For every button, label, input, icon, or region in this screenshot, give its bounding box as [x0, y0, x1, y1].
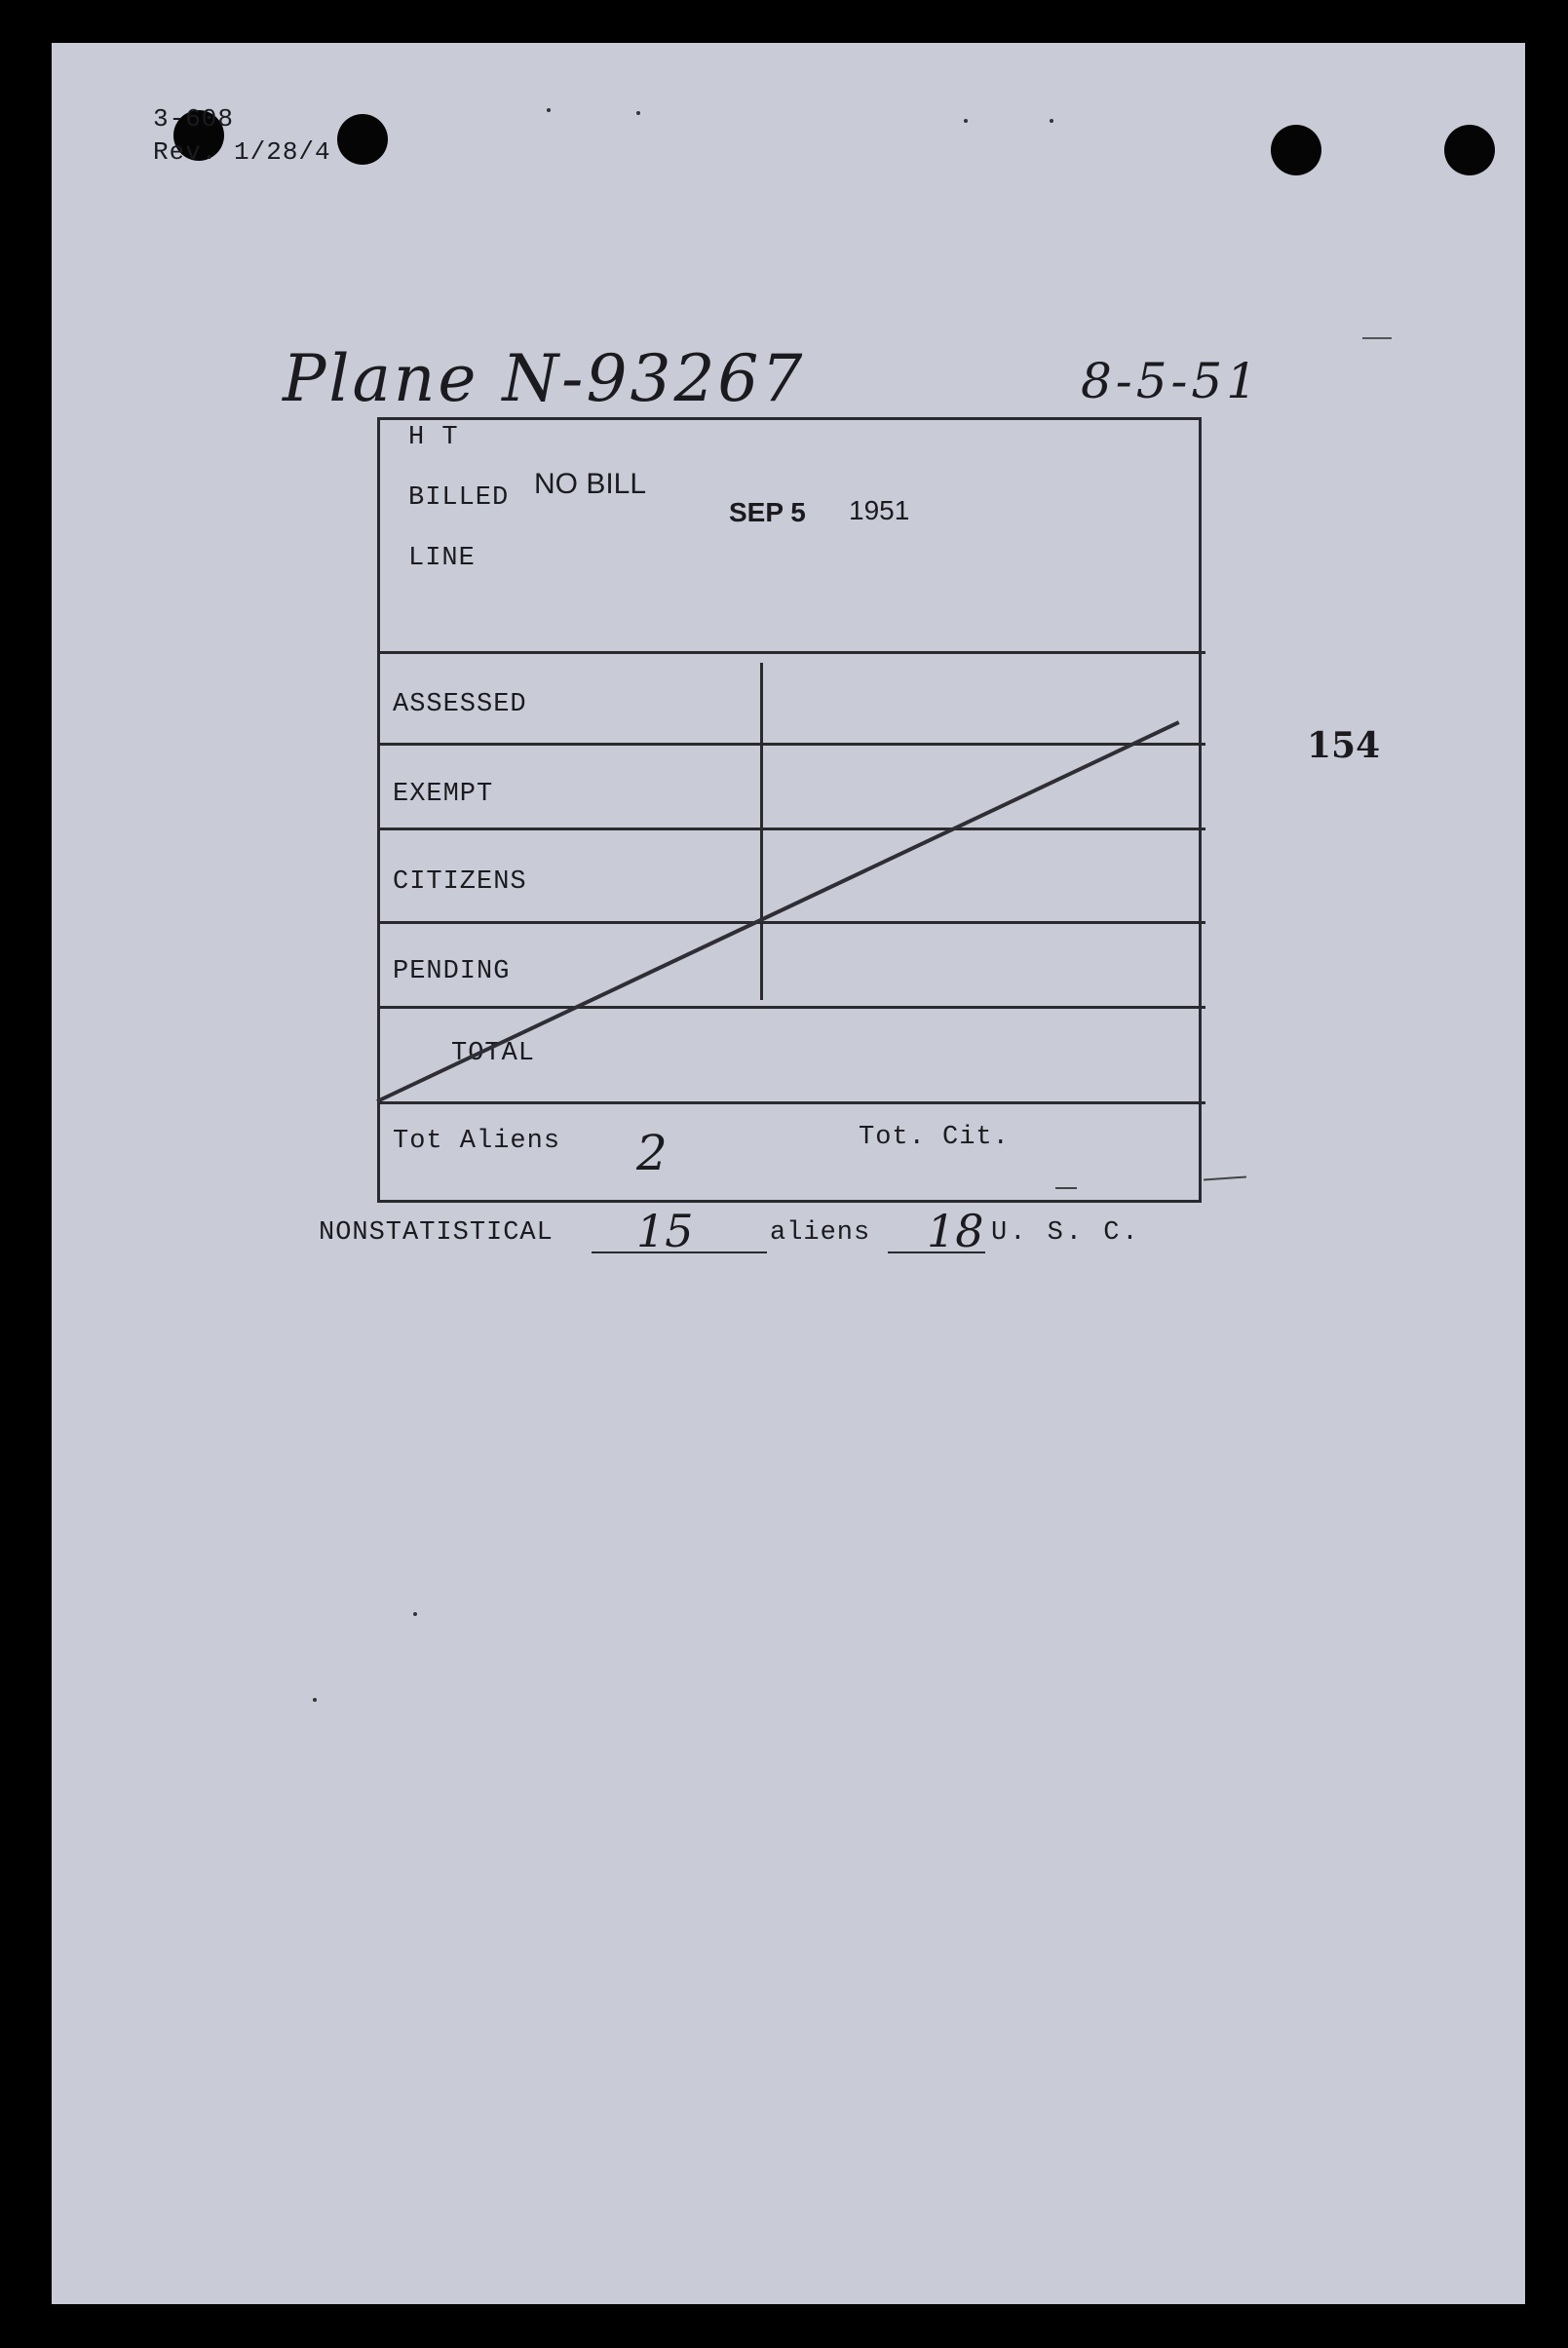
- row-label-total: TOTAL: [451, 1039, 536, 1068]
- speck: [547, 108, 551, 112]
- nonstatistical-label: NONSTATISTICAL: [319, 1218, 554, 1248]
- billed-label: BILLED: [408, 483, 510, 513]
- row-label-assessed: ASSESSED: [393, 690, 527, 719]
- handwritten-date: 8-5-51: [1081, 353, 1262, 409]
- punch-hole: [1444, 125, 1495, 175]
- date-stamp-month-day: SEP 5: [729, 497, 806, 527]
- punch-hole: [337, 114, 388, 165]
- row-label-pending: PENDING: [393, 957, 511, 986]
- aliens-label: aliens: [770, 1218, 871, 1248]
- row-divider: [377, 828, 1205, 830]
- usc-value: 18: [927, 1205, 984, 1257]
- punch-hole: [1271, 125, 1321, 175]
- dash-mark: [1362, 337, 1392, 339]
- speck: [964, 119, 968, 123]
- row-divider: [377, 743, 1205, 746]
- row-divider: [377, 1006, 1205, 1009]
- plane-number: Plane N-93267: [283, 341, 806, 416]
- side-number: 154: [1307, 725, 1381, 766]
- tot-cit-label: Tot. Cit.: [859, 1123, 1010, 1152]
- ht-label: H T: [408, 423, 459, 452]
- usc-label: U. S. C.: [991, 1218, 1141, 1248]
- date-stamp-year: 1951: [849, 495, 910, 525]
- form-revision: Rev. 1/28/4: [153, 137, 331, 167]
- aliens-value: 15: [636, 1205, 694, 1257]
- initials-mark: [1204, 1175, 1246, 1180]
- tot-aliens-label: Tot Aliens: [393, 1127, 561, 1156]
- speck: [413, 1612, 417, 1616]
- row-divider: [377, 1101, 1205, 1104]
- speck: [313, 1698, 317, 1702]
- line-label: LINE: [408, 544, 476, 573]
- column-divider: [760, 663, 763, 1000]
- row-label-exempt: EXEMPT: [393, 780, 494, 809]
- form-number: 3-608: [153, 104, 235, 134]
- document-page: [52, 43, 1525, 2304]
- tot-aliens-value: 2: [636, 1125, 668, 1181]
- manifest-box: [377, 417, 1202, 1203]
- no-bill-stamp: NO BILL: [534, 468, 647, 500]
- row-divider: [377, 651, 1205, 654]
- row-label-citizens: CITIZENS: [393, 867, 527, 897]
- row-divider: [377, 921, 1205, 924]
- pen-mark: [1055, 1187, 1077, 1189]
- speck: [1050, 119, 1053, 123]
- speck: [636, 111, 640, 115]
